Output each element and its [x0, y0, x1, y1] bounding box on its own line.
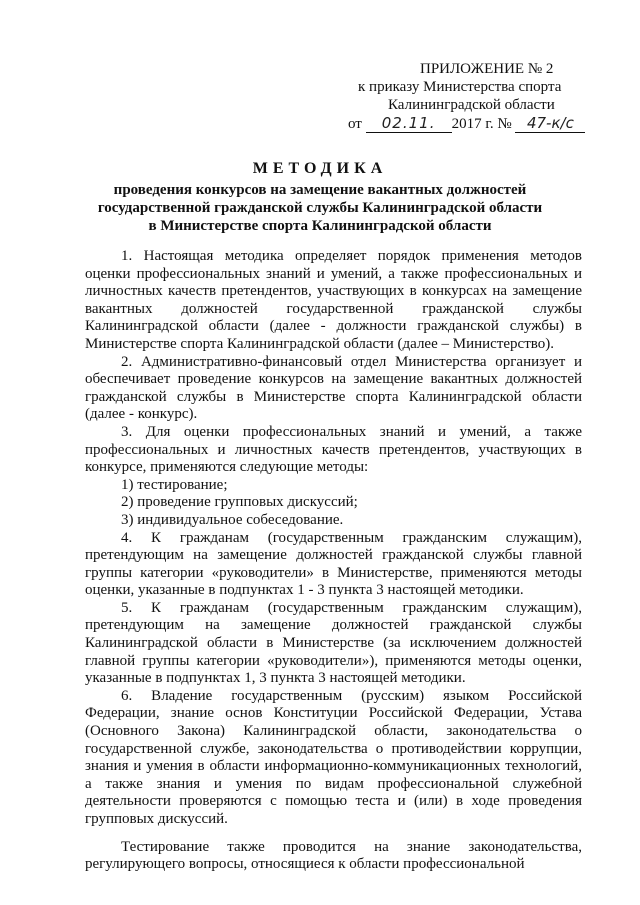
- date-prefix: от: [348, 116, 362, 132]
- paragraph-3: 3. Для оценки профессиональных знаний и умений, а также профессиональных и личностных качеств претендентов, участвующих в конкурсе, применяются следующие методы:: [85, 423, 582, 476]
- title-main: МЕТОДИКА: [252, 160, 388, 177]
- paragraph-2: 2. Административно-финансовый отдел Министерства организует и обеспечивает проведение конкурсов на замещение вакантных должностей гражданской службы в Министерстве спорта Калининградской области (далее - конкурс).: [85, 353, 582, 423]
- handwritten-date: 02.11.: [366, 114, 452, 133]
- paragraph-1: 1. Настоящая методика определяет порядок применения методов оценки профессиональных знаний и умений, а также профессиональных и личностных качеств претендентов, участвующих в конкурсах на замещение вакантных должностей государственной гражданской службы Калининградской области (далее - должности гражданской службы) в Министерстве спорта Калининградской области (далее – Министерство).: [85, 248, 582, 352]
- list-item-testing: 1) тестирование;: [121, 476, 228, 493]
- paragraph-testing: Тестирование также проводится на знание законодательства, регулирующего вопросы, относящиеся к области профессиональной: [85, 838, 582, 873]
- paragraph-4: 4. К гражданам (государственным гражданским служащим), претендующим на замещение должностей гражданской службы главной группы категории «руководители» в Министерстве, применяются методы оценки, указанные в подпунктах 1 - 3 пункта 3 настоящей методики.: [85, 529, 582, 599]
- paragraph-6: 6. Владение государственным (русским) языком Российской Федерации, знание основ Конституции Российской Федерации, Устава (Основного Закона) Калининградской области, законодательства о государственной службе, законодательства о противодействии коррупции, знания и умения в области информационно-коммуникационных технологий, а также знания и умения по видам профессиональной служебной деятельности проверяются с помощью теста и (или) в ходе проведения групповых дискуссий.: [85, 687, 582, 827]
- list-item-discussions: 2) проведение групповых дискуссий;: [121, 494, 358, 511]
- order-line: к приказу Министерства спорта: [358, 79, 562, 95]
- handwritten-number: 47-к/с: [515, 114, 585, 133]
- appendix-header: [330, 60, 590, 133]
- appendix-title: ПРИЛОЖЕНИЕ № 2: [420, 61, 554, 77]
- title-line-2: государственной гражданской службы Калининградской области: [97, 200, 543, 216]
- title-line-3: в Министерстве спорта Калининградской области: [148, 218, 492, 234]
- title-line-1: проведения конкурсов на замещение вакантных должностей: [113, 182, 527, 198]
- year-text: 2017 г. №: [451, 116, 512, 132]
- list-item-interview: 3) индивидуальное собеседование.: [121, 511, 344, 528]
- region-line: Калининградской области: [388, 97, 555, 113]
- date-line: [330, 114, 590, 133]
- document-title: [80, 160, 560, 235]
- paragraph-5: 5. К гражданам (государственным гражданским служащим), претендующим на замещение должностей гражданской службы Калининградской области в Министерстве (за исключением должностей главной группы категории «руководители»), применяются методы оценки, указанные в подпунктах 1, 3 пункта 3 настоящей методики.: [85, 599, 582, 687]
- document-body: [85, 248, 582, 874]
